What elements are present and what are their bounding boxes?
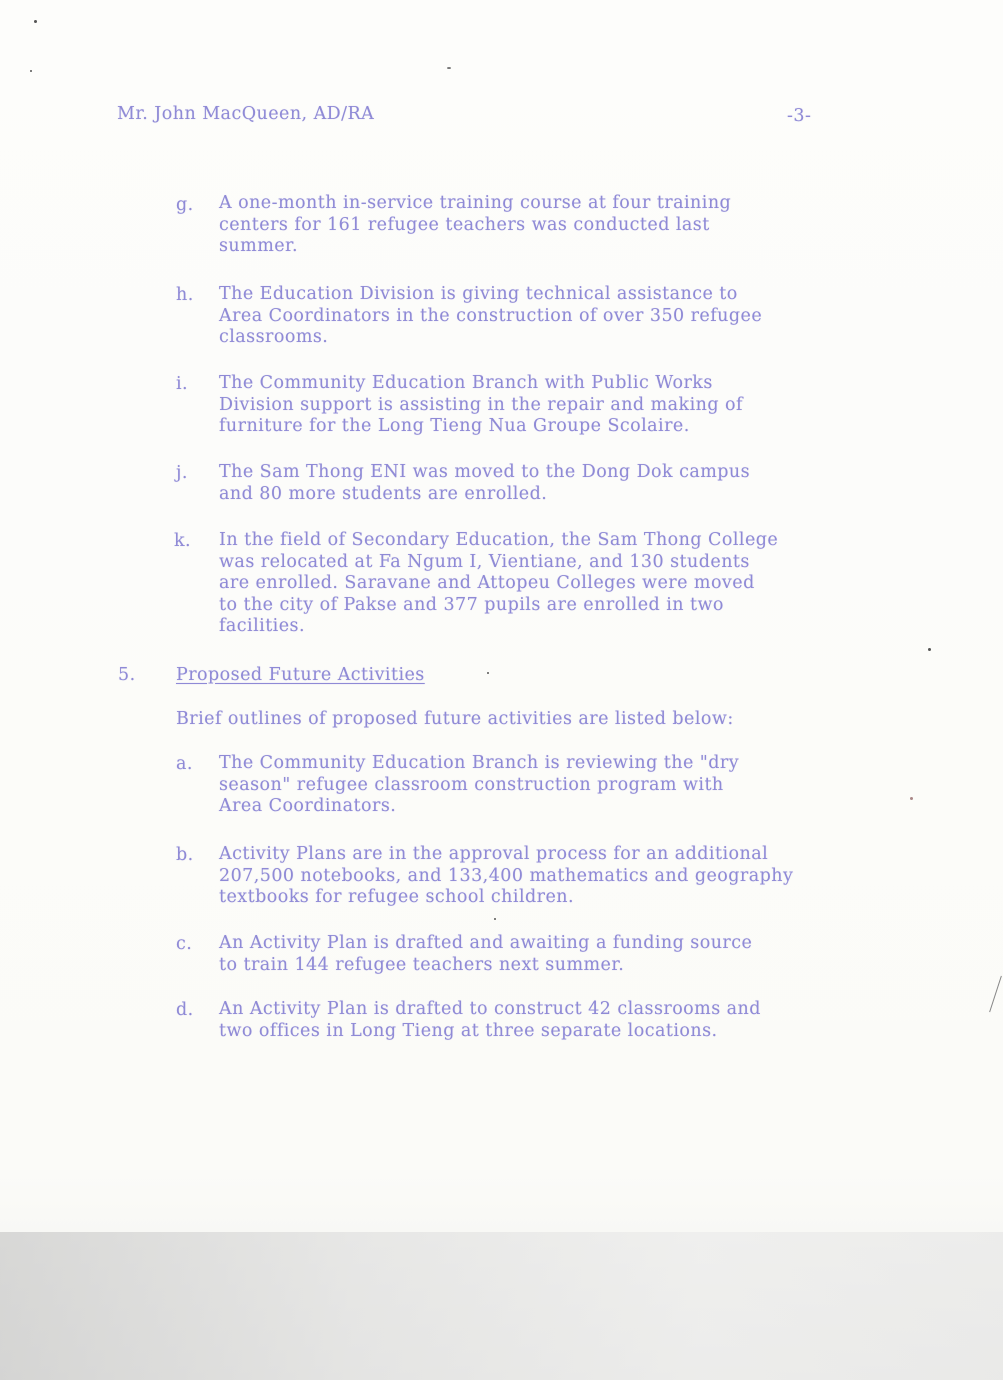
- item-g-text: A one-month in-service training course at four training centers for 161 refugee teachers was conducted last summer.: [219, 193, 732, 256]
- item-letter-c: c.: [176, 934, 193, 954]
- item-letter-d: d.: [176, 1000, 194, 1020]
- item-h-text: The Education Division is giving technical assistance to Area Coordinators in the construction of over 350 refugee classrooms.: [219, 284, 763, 347]
- scan-shadow: [0, 1232, 1003, 1380]
- pencil-mark: [989, 976, 1002, 1012]
- item-letter-j: j.: [176, 463, 188, 483]
- item-letter-b: b.: [176, 845, 194, 865]
- item-i-text: The Community Education Branch with Public Works Division support is assisting in the repair and making of furniture for the Long Tieng Nua Groupe Scolaire.: [219, 373, 743, 436]
- item-letter-k: k.: [174, 531, 192, 551]
- item-b-text: Activity Plans are in the approval process for an additional 207,500 notebooks, and 133,400 mathematics and geography textbooks for refugee school children.: [219, 844, 794, 907]
- page-number: -3-: [787, 106, 812, 126]
- item-letter-h: h.: [176, 285, 194, 305]
- item-j-text: The Sam Thong ENI was moved to the Dong Dok campus and 80 more students are enrolled.: [219, 462, 751, 504]
- paper-speck: [910, 797, 913, 800]
- paper-speck: [487, 672, 489, 674]
- item-c-text: An Activity Plan is drafted and awaiting a funding source to train 144 refugee teachers next summer.: [219, 933, 753, 975]
- paper-speck: [447, 67, 451, 69]
- section-heading: Proposed Future Activities: [176, 665, 425, 685]
- paper-speck: [30, 70, 32, 72]
- item-letter-i: i.: [176, 374, 189, 394]
- item-a-text: The Community Education Branch is reviewing the "dry season" refugee classroom construction program with Area Coordinators.: [219, 753, 740, 816]
- paper-speck: [34, 20, 37, 23]
- section-number: 5.: [118, 665, 136, 685]
- addressee-line: Mr. John MacQueen, AD/RA: [117, 104, 375, 124]
- paper-speck: [494, 918, 496, 920]
- paper-speck: [928, 648, 931, 651]
- section-intro: Brief outlines of proposed future activities are listed below:: [176, 709, 734, 729]
- item-d-text: An Activity Plan is drafted to construct 42 classrooms and two offices in Long Tieng at three separate locations.: [219, 999, 761, 1041]
- item-k-text: In the field of Secondary Education, the Sam Thong College was relocated at Fa Ngum I, Vientiane, and 130 students are enrolled. Saravane and Attopeu Colleges were moved to the city of Pakse and 377 pupils are enrolled in two facilities.: [219, 530, 779, 636]
- item-letter-a: a.: [176, 754, 193, 774]
- item-letter-g: g.: [176, 195, 194, 215]
